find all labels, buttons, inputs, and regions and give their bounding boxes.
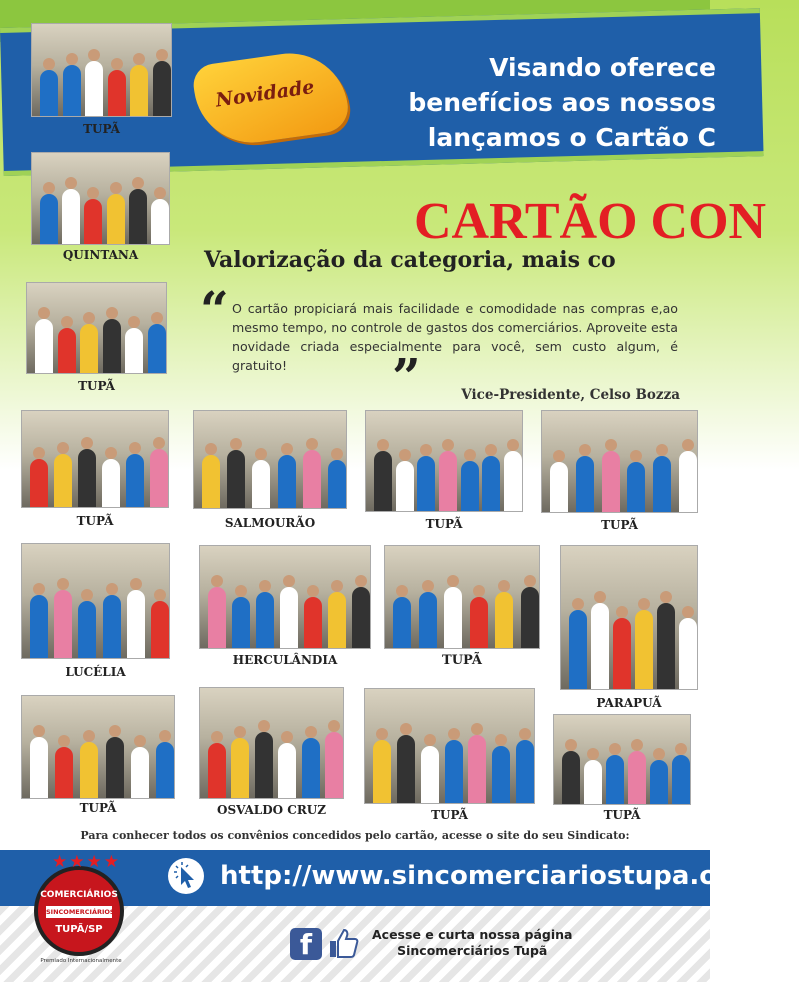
person-head [65,177,77,189]
photo-caption: TUPÃ [76,514,114,528]
person-head [61,316,73,328]
group-photo [365,410,523,512]
person-head [565,739,577,751]
person-figure [444,587,462,648]
group-photo [199,687,344,799]
person-head [111,58,123,70]
person-head [605,439,617,451]
photo-caption: LUCÉLIA [65,665,126,679]
person-figure [80,324,98,374]
person-figure [54,454,72,507]
headline-line: lançamos o Cartão C [427,123,716,152]
person-figure [78,449,96,507]
person-head [507,439,519,451]
person-figure [492,746,510,803]
person-figure [576,456,594,512]
group-photo [21,695,175,799]
person-figure [80,742,98,798]
person-figure [129,189,147,244]
person-figure [108,70,126,116]
person-figure [635,610,653,689]
person-head [377,439,389,451]
person-figure [85,61,103,116]
person-head [579,444,591,456]
person-figure [127,590,145,658]
person-figure [419,592,437,648]
person-head [129,442,141,454]
acesse-line: Sincomerciários Tupã [397,943,548,958]
person-head [109,725,121,737]
person-head [134,735,146,747]
person-head [57,578,69,590]
person-figure [30,459,48,507]
photo-caption: HERCULÂNDIA [232,653,338,667]
quote-text: O cartão propiciará mais facilidade e comodidade nas compras e,ao mesmo tempo, no controle de gastos dos comerciários. Aproveite esta novidade criada especialmente para você, sem custo algum, é gratuito! [232,301,679,373]
close-quote-icon: ” [392,347,421,406]
person-figure [63,65,81,116]
person-figure [40,194,58,244]
person-figure [278,455,296,508]
person-figure [125,328,143,373]
person-head [331,448,343,460]
person-figure [396,461,414,511]
person-figure [255,732,273,798]
photo-caption: QUINTANA [62,248,139,262]
person-figure [103,319,121,373]
website-link[interactable]: http://www.sincomerciariostupa.org.br/ [220,861,799,891]
person-figure [653,456,671,512]
page-title: CARTÃO CON [414,193,767,250]
person-figure [126,454,144,507]
person-figure [421,746,439,803]
person-head [400,723,412,735]
page-subtitle: Valorização da categoria, mais co [204,247,616,273]
person-figure [208,587,226,648]
person-figure [256,592,274,648]
person-figure [650,760,668,805]
person-figure [151,199,169,245]
person-figure [30,737,48,798]
seal-top-text: COMERCIÁRIOS [40,890,118,900]
person-figure [304,597,322,648]
person-head [33,725,45,737]
photo-caption: TUPÃ [603,808,641,822]
person-head [630,450,642,462]
person-head [159,730,171,742]
person-figure [227,450,245,508]
person-figure [131,747,149,798]
person-head [211,575,223,587]
person-head [156,49,168,61]
person-figure [613,618,631,690]
person-figure [602,451,620,512]
person-figure [393,597,411,648]
person-head [396,585,408,597]
photo-caption: TUPÃ [79,801,117,815]
person-head [281,443,293,455]
person-head [675,743,687,755]
person-figure [628,751,646,804]
seal-bottom-text: TUPÃ/SP [55,924,103,935]
person-figure [439,451,457,511]
person-figure [352,587,370,648]
person-figure [562,751,580,804]
group-photo [21,410,169,508]
group-photo [553,714,691,805]
person-head [283,575,295,587]
person-head [572,598,584,610]
person-figure [328,460,346,509]
person-figure [445,740,463,803]
person-head [151,312,163,324]
group-photo [26,282,167,374]
person-head [616,606,628,618]
person-figure [202,455,220,508]
person-figure [584,760,602,805]
person-figure [280,587,298,648]
person-head [682,439,694,451]
person-figure [78,601,96,658]
person-figure [62,189,80,244]
person-head [110,182,122,194]
person-head [33,583,45,595]
person-head [355,575,367,587]
person-head [154,187,166,199]
person-head [376,728,388,740]
star-icon: ★★★★ [52,852,121,872]
person-head [328,720,340,732]
group-photo [560,545,698,690]
person-figure [55,747,73,798]
photo-caption: OSVALDO CRUZ [216,803,327,817]
person-figure [40,70,58,116]
acesse-line: Acesse e curta nossa página [372,927,573,942]
person-head [656,444,668,456]
person-head [399,449,411,461]
person-figure [504,451,522,511]
person-head [594,591,606,603]
person-figure [679,451,697,512]
person-figure [278,743,296,798]
person-head [682,606,694,618]
photo-caption: TUPÃ [78,379,115,393]
headline-line: benefícios aos nossos [408,88,716,117]
group-photo [193,410,347,509]
facebook-icon[interactable]: f [290,928,322,960]
person-head [58,735,70,747]
person-head [259,580,271,592]
person-head [498,580,510,592]
person-head [464,449,476,461]
photo-caption: TUPÃ [431,808,468,822]
person-figure [374,451,392,511]
person-figure [482,456,500,511]
group-photo [541,410,698,513]
person-figure [591,603,609,689]
person-head [660,591,672,603]
person-head [609,743,621,755]
person-head [424,734,436,746]
photo-caption: SALMOURÃO [224,516,316,530]
person-figure [627,462,645,513]
person-head [205,443,217,455]
photo-caption: TUPÃ [442,653,482,668]
person-head [43,182,55,194]
cursor-click-icon [168,858,204,894]
person-head [33,447,45,459]
headline [376,50,716,155]
person-figure [35,319,53,373]
person-head [471,723,483,735]
person-head [422,580,434,592]
person-figure [470,597,488,648]
person-head [81,437,93,449]
person-head [631,739,643,751]
person-head [154,589,166,601]
person-head [106,307,118,319]
person-figure [102,459,120,507]
person-figure [606,755,624,804]
person-head [495,734,507,746]
headline-line: Visando oferece [489,53,716,82]
person-figure [54,590,72,658]
person-figure [468,735,486,803]
person-head [132,177,144,189]
person-head [447,575,459,587]
person-figure [153,61,171,116]
seal-ring-text: Premiado Internacionalmente [40,958,122,964]
person-figure [495,592,513,648]
person-figure [156,742,174,798]
person-figure [521,587,539,648]
person-head [281,731,293,743]
person-figure [397,735,415,803]
person-figure [58,328,76,373]
person-figure [30,595,48,658]
person-head [638,598,650,610]
person-figure [106,737,124,798]
person-head [230,438,242,450]
person-head [519,728,531,740]
person-figure [303,450,321,508]
person-figure [417,456,435,511]
person-head [81,589,93,601]
group-photo [384,545,540,649]
person-figure [208,743,226,798]
person-head [653,748,665,760]
group-photo [199,545,371,649]
person-head [448,728,460,740]
like-thumb-icon[interactable] [326,926,360,960]
person-head [235,585,247,597]
person-head [88,49,100,61]
person-figure [231,738,249,799]
person-figure [107,194,125,244]
person-figure [130,65,148,116]
group-photo [31,152,170,245]
person-head [153,437,165,449]
person-figure [252,460,270,509]
sincomerciarios-logo [34,852,124,964]
person-figure [84,199,102,245]
person-head [38,307,50,319]
person-figure [569,610,587,689]
person-head [473,585,485,597]
person-head [258,720,270,732]
person-head [485,444,497,456]
person-head [331,580,343,592]
person-head [420,444,432,456]
person-head [133,53,145,65]
person-head [130,578,142,590]
person-head [106,583,118,595]
person-head [524,575,536,587]
person-head [66,53,78,65]
person-figure [373,740,391,803]
person-head [83,730,95,742]
person-head [105,447,117,459]
group-photo [21,543,170,659]
person-head [234,726,246,738]
person-figure [103,595,121,658]
photo-caption: TUPÃ [425,517,463,531]
facebook-page-text[interactable] [372,927,572,959]
seal-band-text: SINCOMERCIÁRIOS [46,908,115,916]
quote-author: Vice-Presidente, Celso Bozza [461,387,680,403]
photo-caption: TUPÃ [83,122,120,136]
person-head [83,312,95,324]
person-figure [672,755,690,804]
person-head [305,726,317,738]
person-figure [657,603,675,689]
open-quote-icon: “ [200,280,229,339]
person-figure [461,461,479,511]
person-figure [679,618,697,690]
person-head [43,58,55,70]
person-figure [302,738,320,799]
person-figure [328,592,346,648]
person-head [255,448,267,460]
person-figure [151,601,169,658]
person-figure [516,740,534,803]
novidade-label: Novidade [214,75,316,112]
person-figure [232,597,250,648]
person-head [553,450,565,462]
person-figure [148,324,166,374]
group-photo [31,23,172,117]
photo-caption: PARAPUÃ [596,696,662,710]
person-figure [150,449,168,507]
person-head [87,187,99,199]
person-figure [550,462,568,513]
person-head [211,731,223,743]
person-head [587,748,599,760]
convenios-text: Para conhecer todos os convênios concedidos pelo cartão, acesse o site do seu Sindicato: [80,829,630,842]
person-head [57,442,69,454]
person-head [128,316,140,328]
person-figure [325,732,343,798]
photo-caption: TUPÃ [601,518,638,532]
group-photo [364,688,535,804]
person-head [442,439,454,451]
person-head [307,585,319,597]
person-head [306,438,318,450]
